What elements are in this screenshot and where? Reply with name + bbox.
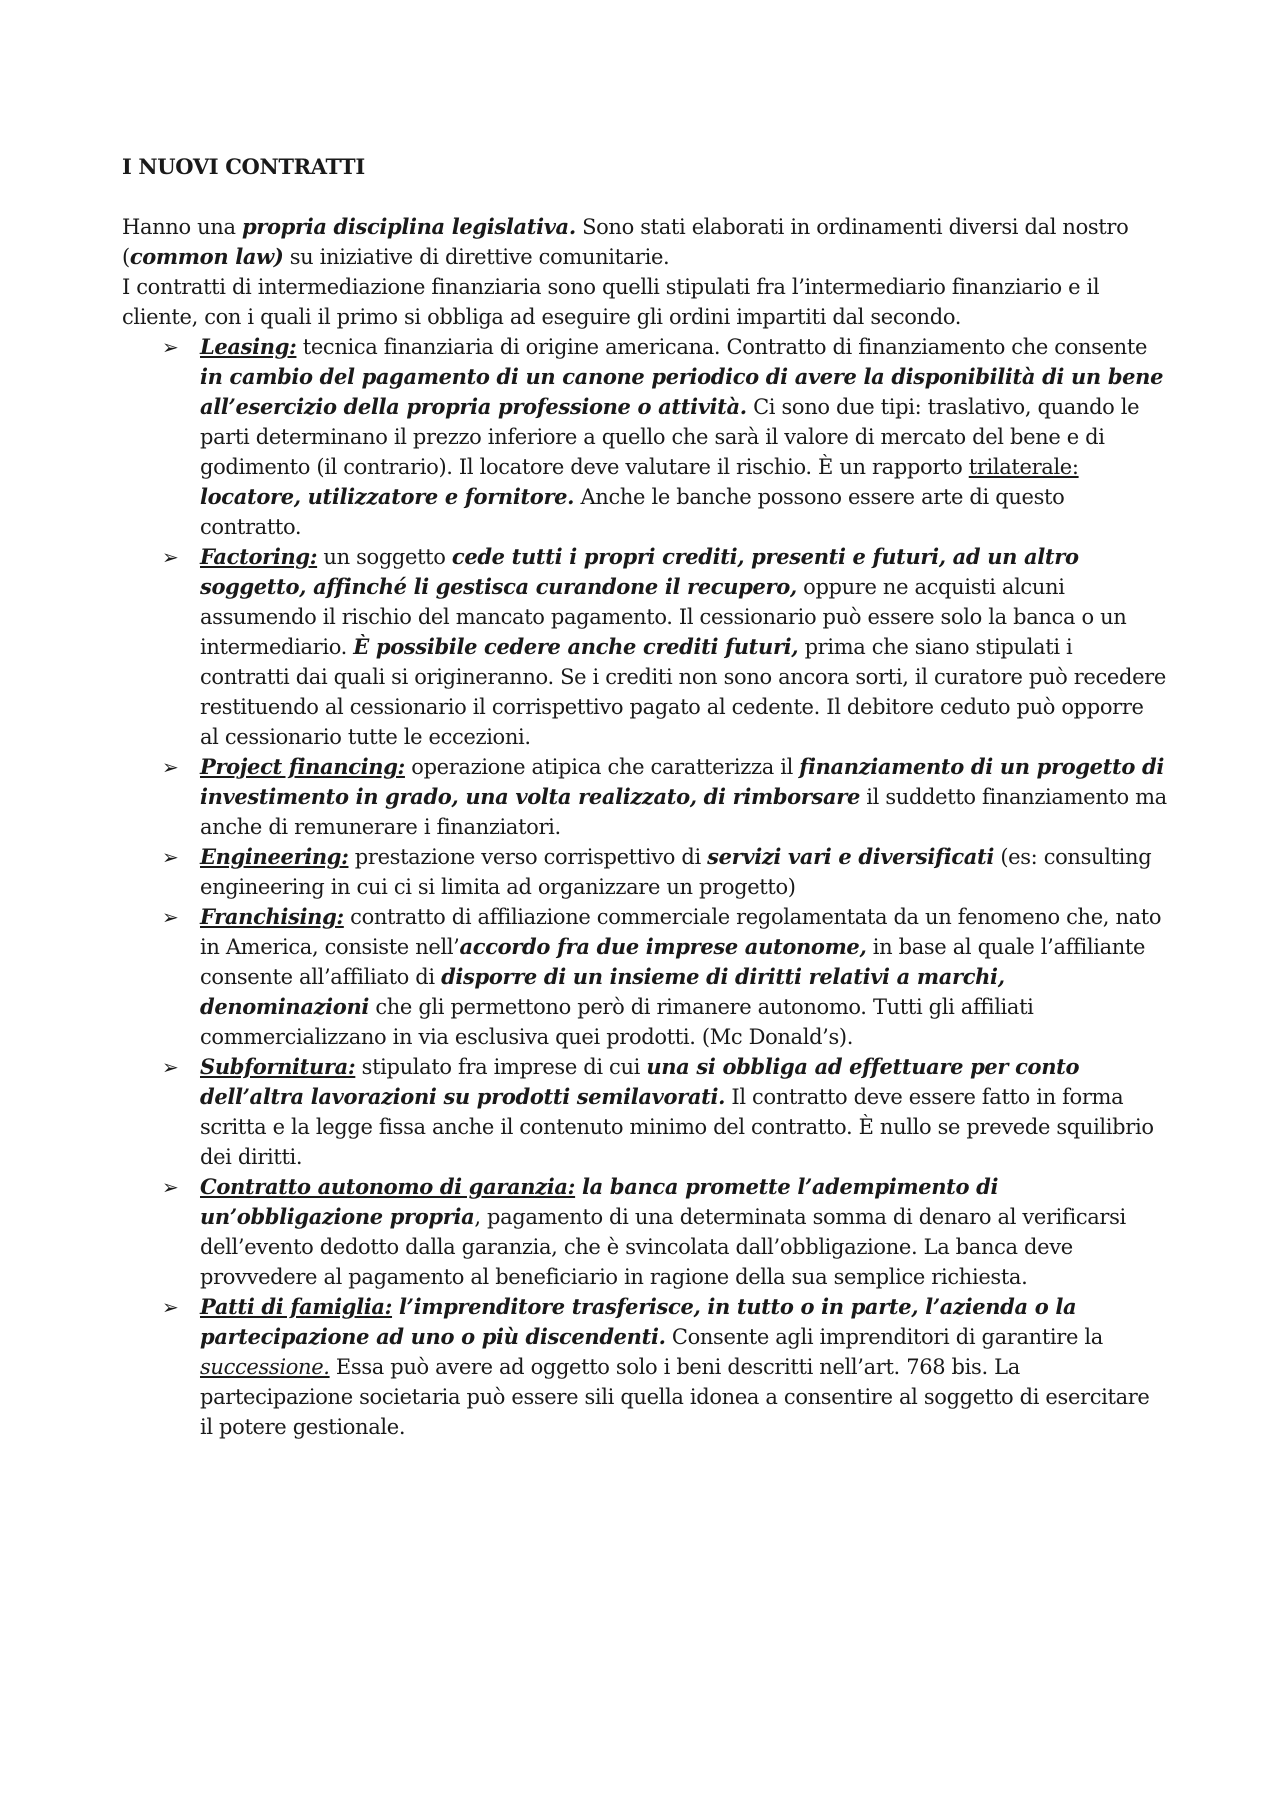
arrow-bullet-icon: ➢ (162, 1055, 179, 1079)
page-title: I NUOVI CONTRATTI (122, 154, 365, 179)
item-term: Engineering: (200, 844, 349, 869)
emphasis: accordo fra due imprese autonome, (459, 934, 867, 959)
contract-list (122, 332, 1167, 1442)
emphasis: una si obbliga ad effettuare per conto dell’altra lavorazioni su prodotti semilavorati. (200, 1054, 1080, 1109)
list-item-engineering: ➢ Engineering: prestazione verso corrispettivo di servizi vari e diversificati (es: consulting engineering in cui ci si limita ad organizzare un progetto) (162, 844, 1152, 899)
item-term: Project financing: (200, 754, 405, 779)
emphasis: locatore, utilizzatore e fornitore. (200, 484, 575, 509)
arrow-bullet-icon: ➢ (162, 755, 179, 779)
arrow-bullet-icon: ➢ (162, 545, 179, 569)
item-term: Subfornitura: (200, 1054, 356, 1079)
emphasis: propria disciplina legislativa. (241, 214, 576, 239)
item-term: Patti di famiglia: (200, 1294, 393, 1319)
intro-paragraph-1: Hanno una propria disciplina legislativa. Sono stati elaborati in ordinamenti diversi dal nostro (common law) su iniziative di direttive comunitarie. (122, 214, 1129, 269)
emphasis: common law) (129, 244, 284, 269)
list-item-factoring: ➢ Factoring: un soggetto cede tutti i propri crediti, presenti e futuri, ad un altro soggetto, affinché li gestisca curandone il recupero, oppure ne acquisti alcuni assumendo il rischio del mancato pagamento. Il cessionario può essere solo la banca o un intermediario. È possibile cedere anche crediti futuri, prima che siano stipulati i contratti dai quali si origineranno. Se i crediti non sono ancora sorti, il curatore può recedere restituendo al cessionario il corrispettivo pagato al cedente. Il debitore ceduto può opporre al cessionario tutte le eccezioni. (162, 544, 1166, 749)
emphasis: la banca promette l’adempimento di (575, 1174, 999, 1199)
emphasis: un’obbligazione propria (200, 1204, 475, 1229)
emphasis: l’imprenditore trasferisce, in tutto o in parte, l’azienda o la partecipazione ad uno o più discendenti. (200, 1294, 1077, 1349)
arrow-bullet-icon: ➢ (162, 1295, 179, 1319)
document-body (122, 152, 1167, 1442)
emphasis: servizi vari e diversificati (707, 844, 994, 869)
list-item-contratto-autonomo-garanzia: ➢ Contratto autonomo di garanzia: la banca promette l’adempimento di un’obbligazione propria, pagamento di una determinata somma di denaro al verificarsi dell’evento dedotto dalla garanzia, che è svincolata dall’obbligazione. La banca deve provvedere al pagamento al beneficiario in ragione della sua semplice richiesta. (162, 1174, 1126, 1289)
underlined-text: trilaterale: (968, 455, 1079, 479)
arrow-bullet-icon: ➢ (162, 905, 179, 929)
list-item-subfornitura: ➢ Subfornitura: stipulato fra imprese di cui una si obbliga ad effettuare per conto dell’altra lavorazioni su prodotti semilavorati. Il contratto deve essere fatto in forma scritta e la legge fissa anche il contenuto minimo del contratto. È nullo se prevede squilibrio dei diritti. (162, 1054, 1154, 1169)
arrow-bullet-icon: ➢ (162, 1175, 179, 1199)
item-term: Factoring: (200, 544, 318, 569)
list-item-project-financing: ➢ Project financing: operazione atipica che caratterizza il finanziamento di un progetto di investimento in grado, una volta realizzato, di rimborsare il suddetto finanziamento ma anche di remunerare i finanziatori. (162, 754, 1167, 839)
emphasis: È possibile cedere anche crediti futuri, (353, 634, 799, 659)
emphasis: disporre di un insieme di diritti relativi a marchi, denominazioni (200, 964, 1005, 1019)
item-term: Contratto autonomo di garanzia: (200, 1174, 576, 1199)
list-item-leasing: ➢ Leasing: tecnica finanziaria di origine americana. Contratto di finanziamento che consente in cambio del pagamento di un canone periodico di avere la disponibilità di un bene all’esercizio della propria professione o attività. Ci sono due tipi: traslativo, quando le parti determinano il prezzo inferiore a quello che sarà il valore di mercato del bene e di godimento (il contrario). Il locatore deve valutare il rischio. È un rapporto trilaterale: locatore, utilizzatore e fornitore. Anche le banche possono essere arte di questo contratto. (162, 334, 1164, 539)
item-term: Leasing: (200, 334, 297, 359)
underlined-italic-text: successione. (200, 1355, 330, 1379)
emphasis: finanziamento di un progetto di investimento in grado, una volta realizzato, di rimborsare (200, 754, 1164, 809)
arrow-bullet-icon: ➢ (162, 845, 179, 869)
item-term: Franchising: (200, 904, 344, 929)
list-item-franchising: ➢ Franchising: contratto di affiliazione commerciale regolamentata da un fenomeno che, nato in America, consiste nell’accordo fra due imprese autonome, in base al quale l’affiliante consente all’affiliato di disporre di un insieme di diritti relativi a marchi, denominazioni che gli permettono però di rimanere autonomo. Tutti gli affiliati commercializzano in via esclusiva quei prodotti. (Mc Donald’s). (162, 904, 1162, 1049)
intro-paragraph-2: I contratti di intermediazione finanziaria sono quelli stipulati fra l’intermediario finanziario e il cliente, con i quali il primo si obbliga ad eseguire gli ordini impartiti dal secondo. (122, 275, 1100, 329)
emphasis: in cambio del pagamento di un canone periodico di avere la disponibilità di un bene all’esercizio della propria professione o attività. (200, 364, 1164, 419)
emphasis: cede tutti i propri crediti, presenti e futuri, ad un altro soggetto, affinché li gestisca curandone il recupero, (200, 544, 1079, 599)
list-item-patti-di-famiglia: ➢ Patti di famiglia: l’imprenditore trasferisce, in tutto o in parte, l’azienda o la partecipazione ad uno o più discendenti. Consente agli imprenditori di garantire la successione. Essa può avere ad oggetto solo i beni descritti nell’art. 768 bis. La partecipazione societaria può essere sili quella idonea a consentire al soggetto di esercitare il potere gestionale. (162, 1294, 1150, 1439)
arrow-bullet-icon: ➢ (162, 335, 179, 359)
